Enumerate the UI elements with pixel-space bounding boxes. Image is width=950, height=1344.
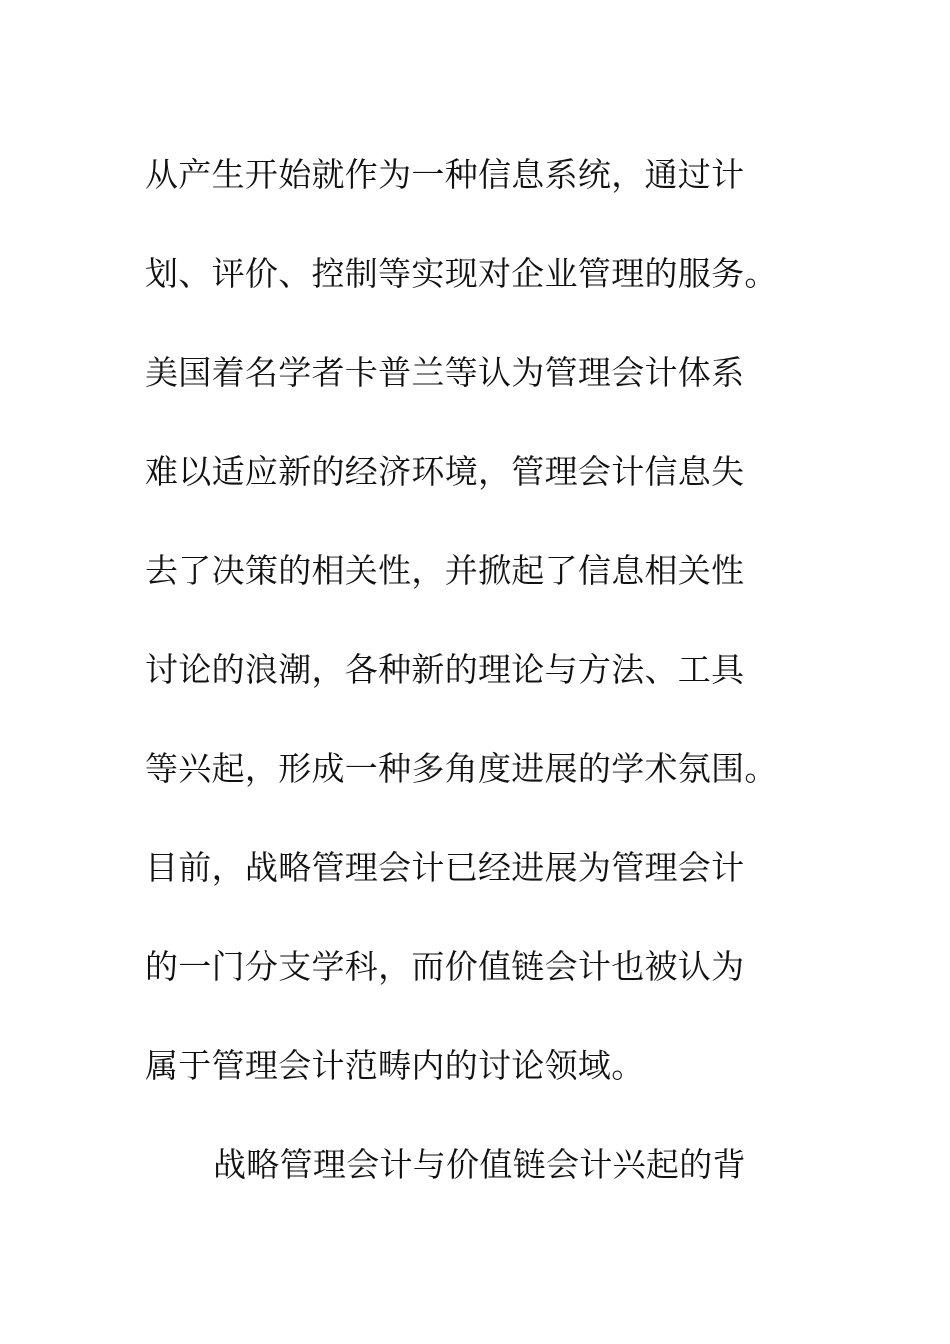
paragraph-start-line: 战略管理会计与价值链会计兴起的背 [213,1145,746,1184]
text-line-10: 属于管理会计范畴内的讨论领域。 [145,1046,645,1085]
text-line-3: 美国着名学者卡普兰等认为管理会计体系 [145,353,745,392]
text-line-7: 等兴起，形成一种多角度进展的学术氛围。 [145,749,778,788]
text-line-2: 划、评价、控制等实现对企业管理的服务。 [145,254,778,293]
text-line-4: 难以适应新的经济环境，管理会计信息失 [145,452,745,491]
body-text [145,125,825,1214]
text-line-6: 讨论的浪潮，各种新的理论与方法、工具 [145,650,745,689]
text-line-8: 目前，战略管理会计已经进展为管理会计 [145,848,745,887]
text-line-5: 去了决策的相关性，并掀起了信息相关性 [145,551,745,590]
text-line-1: 从产生开始就作为一种信息系统，通过计 [145,155,745,194]
text-line-9: 的一门分支学科，而价值链会计也被认为 [145,947,745,986]
